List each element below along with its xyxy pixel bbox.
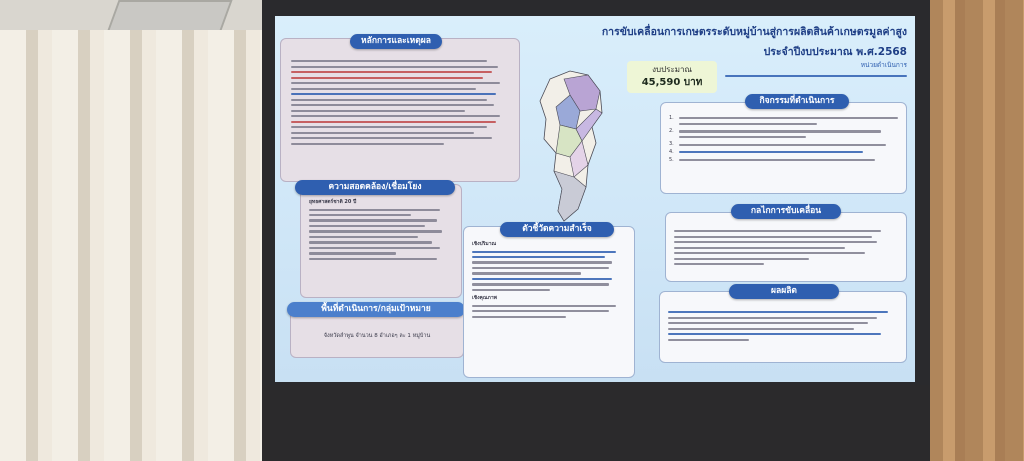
floor-shadow: [262, 385, 930, 461]
budget-label: งบประมาณ: [652, 65, 692, 74]
alignment-heading: ยุทธศาสตร์ชาติ 20 ปี: [309, 199, 357, 205]
outputs-panel: [659, 291, 907, 363]
principle-panel: [280, 38, 520, 182]
budget-box: [627, 61, 717, 93]
indicators-quantity: เชิงปริมาณ: [472, 241, 497, 247]
activities-panel: [660, 102, 907, 194]
slide-title: การขับเคลื่อนการเกษตรระดับหมู่บ้านสู่การผลิตสินค้าเกษตรมูลค่าสูง: [601, 26, 907, 38]
activity-2: 2.: [669, 128, 674, 135]
activities-heading: กิจกรรมที่ดำเนินการ: [745, 94, 849, 109]
activity-1: 1.: [669, 115, 674, 121]
alignment-heading-pill: ความสอดคล้อง/เชื่อมโยง: [295, 180, 455, 195]
curtain-left: [0, 30, 265, 461]
mechanism-heading: กลไกการขับเคลื่อน: [731, 204, 841, 219]
activity-3: 3.: [669, 141, 674, 148]
area-heading: พื้นที่ดำเนินการ/กลุ่มเป้าหมาย: [287, 302, 465, 317]
agency-label: หน่วยดำเนินการ: [860, 61, 907, 69]
indicators-heading: ตัวชี้วัดความสำเร็จ: [500, 222, 614, 237]
indicators-panel: [463, 226, 635, 378]
projected-slide: [275, 16, 915, 382]
mechanism-panel: [665, 212, 907, 282]
principle-text: [291, 57, 509, 148]
province-map: [530, 61, 620, 226]
outputs-heading: ผลผลิต: [729, 284, 839, 299]
alignment-panel: [300, 184, 462, 298]
agency: [725, 60, 907, 80]
budget-value: 45,590 บาท: [641, 77, 703, 88]
slide-subtitle: ประจำปีงบประมาณ พ.ศ.2568: [763, 46, 907, 58]
principle-heading: หลักการและเหตุผล: [350, 34, 442, 49]
indicators-quality: เชิงคุณภาพ: [472, 295, 497, 302]
curtain-right: [925, 0, 1024, 461]
activity-4: 4.: [669, 149, 674, 156]
activity-5: 5.: [669, 156, 674, 163]
area-text: จังหวัดลำพูน จำนวน 8 อำเภอๆ ละ 1 หมู่บ้าน: [323, 333, 431, 339]
